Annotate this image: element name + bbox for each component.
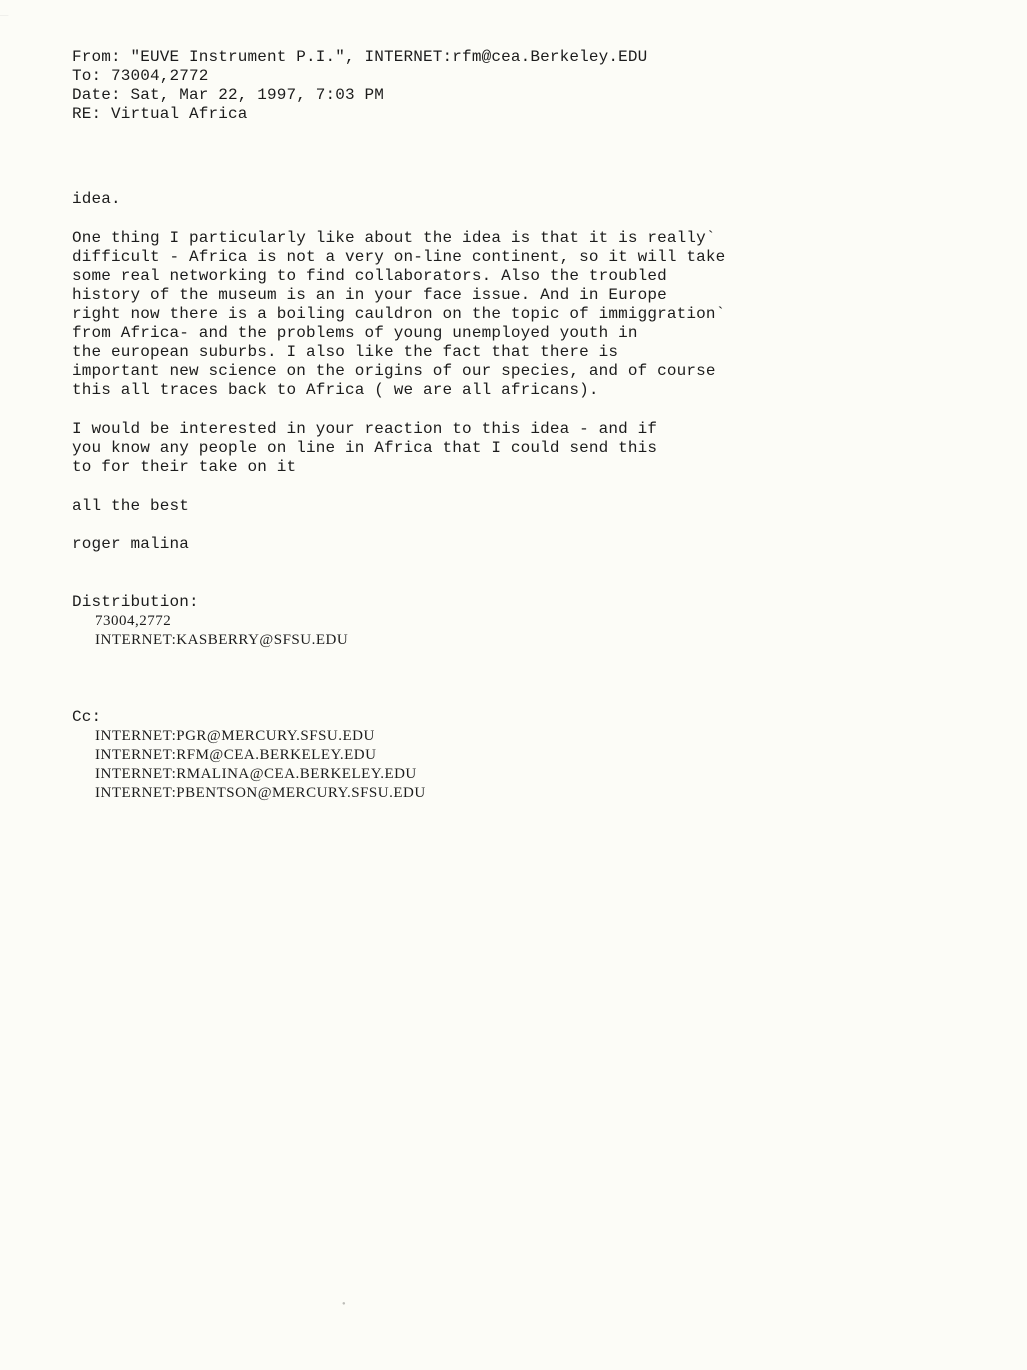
body-paragraph1-line: right now there is a boiling cauldron on the topic of immiggration` [72, 305, 726, 323]
body-paragraph1-line: from Africa- and the problems of young unemployed youth in [72, 324, 638, 342]
body-paragraph1-line: some real networking to find collaborators. Also the troubled [72, 267, 667, 285]
bleed-through-mark: — [0, 8, 9, 24]
body-paragraph1-line: difficult - Africa is not a very on-line continent, so it will take [72, 248, 726, 266]
body-paragraph2-line: I would be interested in your reaction to this idea - and if [72, 420, 658, 438]
header-subject: RE: Virtual Africa [72, 105, 248, 123]
body-signature: roger malina [72, 535, 190, 553]
body-closing: all the best [72, 497, 190, 515]
cc-recipient: INTERNET:RFM@CEA.BERKELEY.EDU [95, 747, 377, 763]
body-paragraph1-line: One thing I particularly like about the idea is that it is really` [72, 229, 716, 247]
cc-recipient: INTERNET:RMALINA@CEA.BERKELEY.EDU [95, 766, 417, 782]
distribution-recipient: INTERNET:KASBERRY@SFSU.EDU [95, 632, 349, 648]
cc-recipient: INTERNET:PGR@MERCURY.SFSU.EDU [95, 728, 375, 744]
distribution-label: Distribution: [72, 593, 199, 611]
body-paragraph1-line: important new science on the origins of our species, and of course [72, 362, 716, 380]
body-opening: idea. [72, 190, 121, 208]
body-paragraph2-line: you know any people on line in Africa that I could send this [72, 439, 658, 457]
header-to: To: 73004,2772 [72, 67, 209, 85]
cc-label: Cc: [72, 708, 102, 726]
distribution-recipient: 73004,2772 [95, 613, 172, 629]
header-from: From: "EUVE Instrument P.I.", INTERNET:rfm@cea.Berkeley.EDU [72, 48, 648, 66]
body-paragraph1-line: this all traces back to Africa ( we are all africans). [72, 381, 599, 399]
body-paragraph1-line: history of the museum is an in your face issue. And in Europe [72, 286, 667, 304]
body-paragraph2-line: to for their take on it [72, 458, 297, 476]
header-date: Date: Sat, Mar 22, 1997, 7:03 PM [72, 86, 385, 104]
cc-recipient: INTERNET:PBENTSON@MERCURY.SFSU.EDU [95, 785, 426, 801]
paper-speck: ● [342, 1300, 346, 1307]
body-paragraph1-line: the european suburbs. I also like the fact that there is [72, 343, 619, 361]
